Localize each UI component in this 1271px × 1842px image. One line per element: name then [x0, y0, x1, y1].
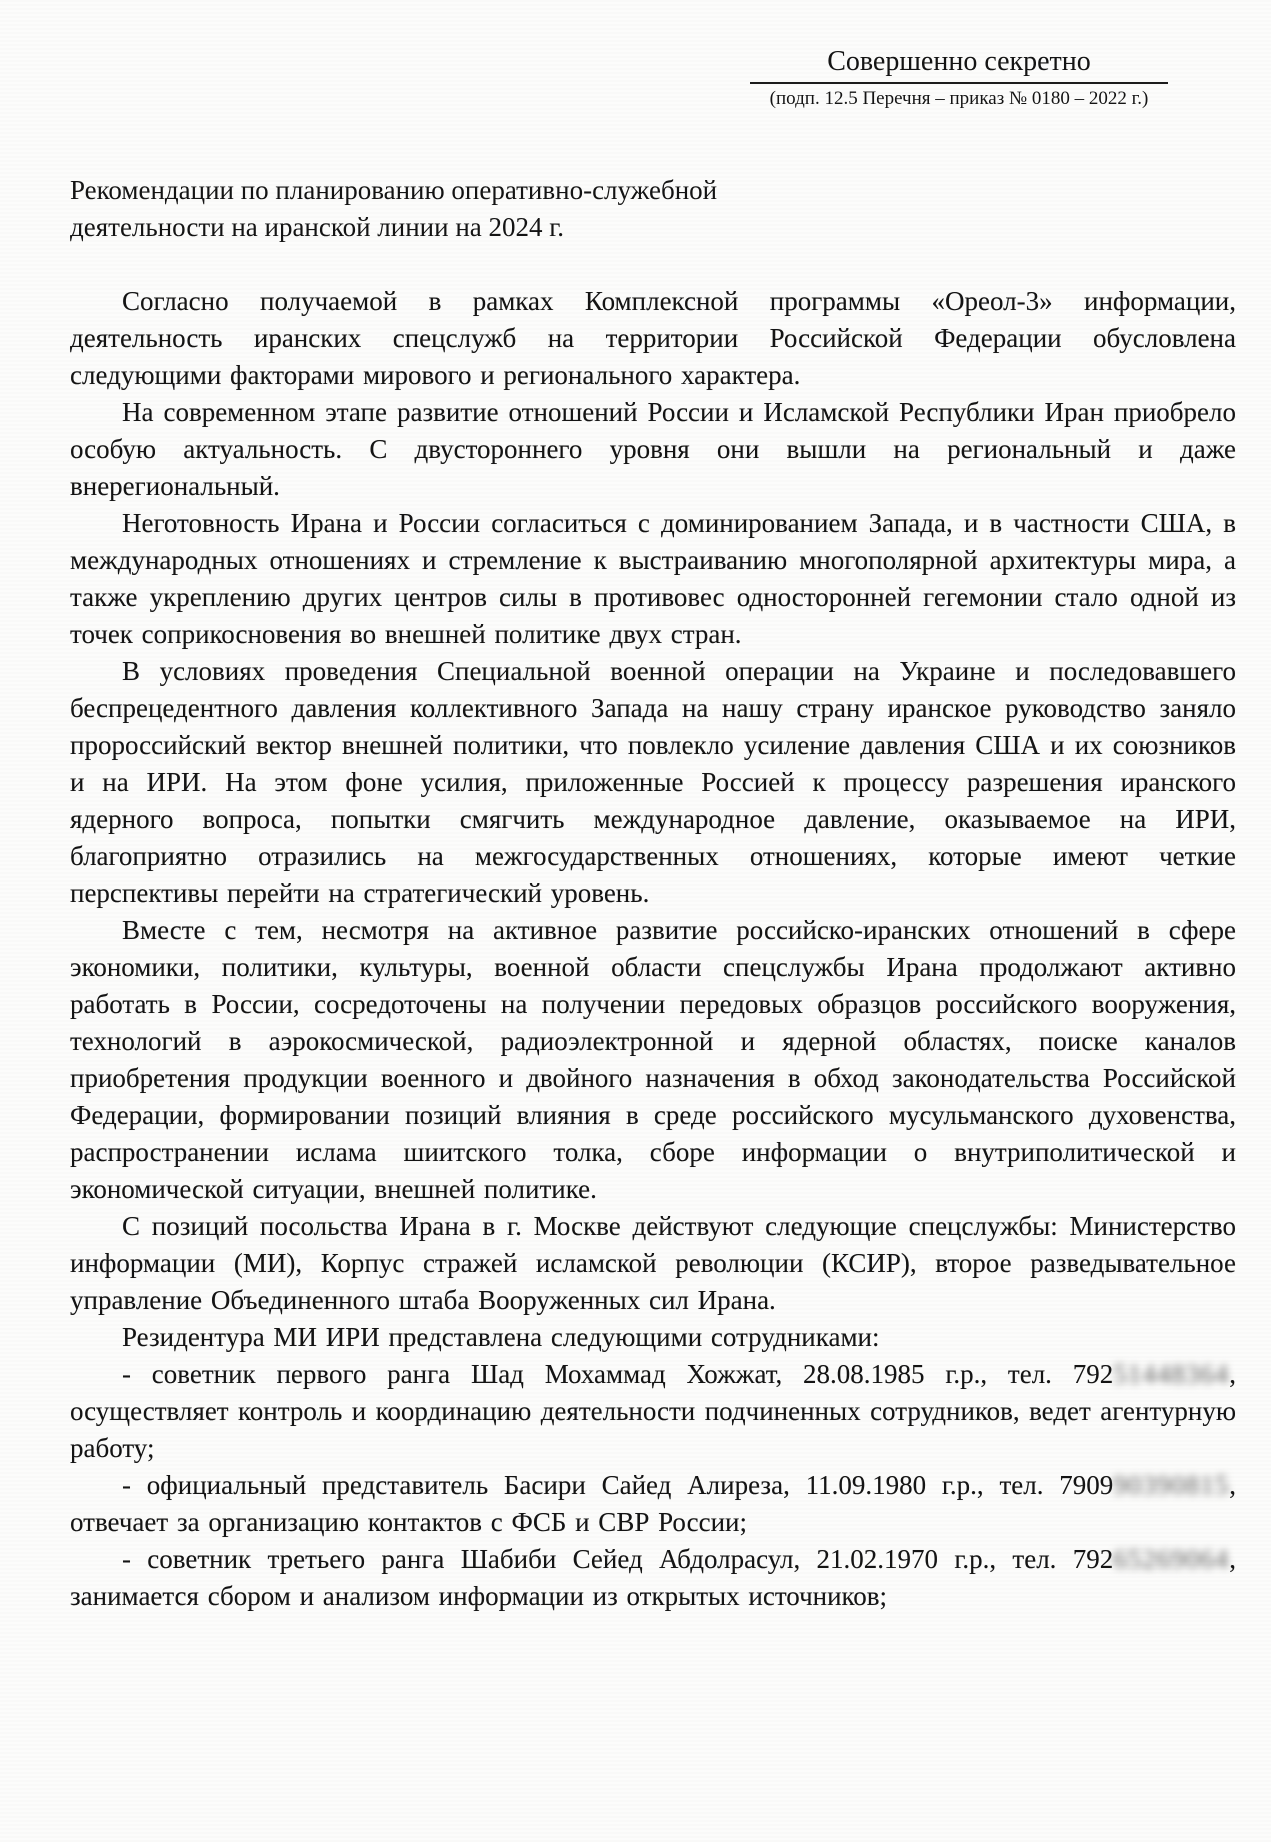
- personnel-text: - советник первого ранга Шад Мохаммад Хожжат, 28.08.1985 г.р., тел. 792: [122, 1359, 1114, 1389]
- body-paragraph: Вместе с тем, несмотря на активное развитие российско-иранских отношений в сфере экономики, политики, культуры, военной области спецслужбы Ирана продолжают активно работать в России, сосредоточены на получении передовых образцов российского вооружения, технологий в аэрокосмической, радиоэлектронной и ядерной областях, поиске каналов приобретения продукции военного и двойного назначения в обход законодательства Российской Федерации, формировании позиций влияния в среде российского мусульманского духовенства, распространении ислама шиитского толка, сборе информации о внутриполитической и экономической ситуации, внешней политике.: [70, 915, 1236, 1204]
- body-paragraph: Согласно получаемой в рамках Комплексной программы «Ореол-3» информации, деятельность иранских спецслужб на территории Российской Федерации обусловлена следующими факторами мирового и регионального характера.: [70, 286, 1236, 390]
- body-paragraph: С позиций посольства Ирана в г. Москве действуют следующие спецслужбы: Министерство информации (МИ), Корпус стражей исламской революции (КСИР), второе разведывательное управление Объединенного штаба Вооруженных сил Ирана.: [70, 1211, 1236, 1315]
- body-paragraph: На современном этапе развитие отношений России и Исламской Республики Иран приобрело особую актуальность. С двустороннего уровня они вышли на региональный и даже внерегиональный.: [70, 397, 1236, 501]
- classification-note: (подп. 12.5 Перечня – приказ № 0180 – 2022 г.): [769, 88, 1149, 109]
- body-paragraph: Неготовность Ирана и России согласиться с доминированием Запада, и в частности США, в международных отношениях и стремление к выстраиванию многополярной архитектуры мира, а также укреплению других центров силы в противовес односторонней гегемонии стало одной из точек соприкосновения во внешней политике двух стран.: [70, 508, 1236, 649]
- document-title-line: деятельности на иранской линии на 2024 г.: [70, 212, 565, 242]
- personnel-text: - официальный представитель Басири Сайед Алиреза, 11.09.1980 г.р., тел. 7909: [122, 1470, 1114, 1500]
- personnel-text: , отвечает за организацию контактов с ФСБ и СВР России;: [70, 1470, 1236, 1537]
- personnel-item: [70, 1356, 1236, 1467]
- personnel-text: , осуществляет контроль и координацию деятельности подчиненных сотрудников, ведет агентурную работу;: [70, 1359, 1236, 1463]
- body-paragraph: В условиях проведения Специальной военной операции на Украине и последовавшего беспрецедентного давления коллективного Запада на нашу страну иранское руководство заняло пророссийский вектор внешней политики, что повлекло усиление давления США и их союзников и на ИРИ. На этом фоне усилия, приложенные Россией к процессу разрешения иранского ядерного вопроса, попытки смягчить международное давление, оказываемое на ИРИ, благоприятно отразились на межгосударственных отношениях, которые имеют четкие перспективы перейти на стратегический уровень.: [70, 656, 1236, 908]
- personnel-item: [70, 1541, 1236, 1615]
- classification-block: [750, 44, 1168, 112]
- phone-number-redacted: 51448364: [1113, 1359, 1230, 1389]
- classification-stamp: Совершенно секретно: [750, 44, 1168, 84]
- personnel-item: [70, 1467, 1236, 1541]
- personnel-text: , занимается сбором и анализом информации из открытых источников;: [70, 1544, 1236, 1611]
- phone-number-redacted: 65269064: [1113, 1544, 1230, 1574]
- body-paragraph: Резидентура МИ ИРИ представлена следующими сотрудниками:: [122, 1322, 880, 1352]
- document-title-line: Рекомендации по планированию оперативно-служебной: [70, 175, 718, 205]
- document-title: [70, 172, 1236, 246]
- personnel-text: - советник третьего ранга Шабиби Сейед Абдолрасул, 21.02.1970 г.р., тел. 792: [122, 1544, 1114, 1574]
- phone-number-redacted: 90390815: [1113, 1470, 1230, 1500]
- document-body: [70, 283, 1236, 1615]
- document-content: [70, 172, 1236, 1615]
